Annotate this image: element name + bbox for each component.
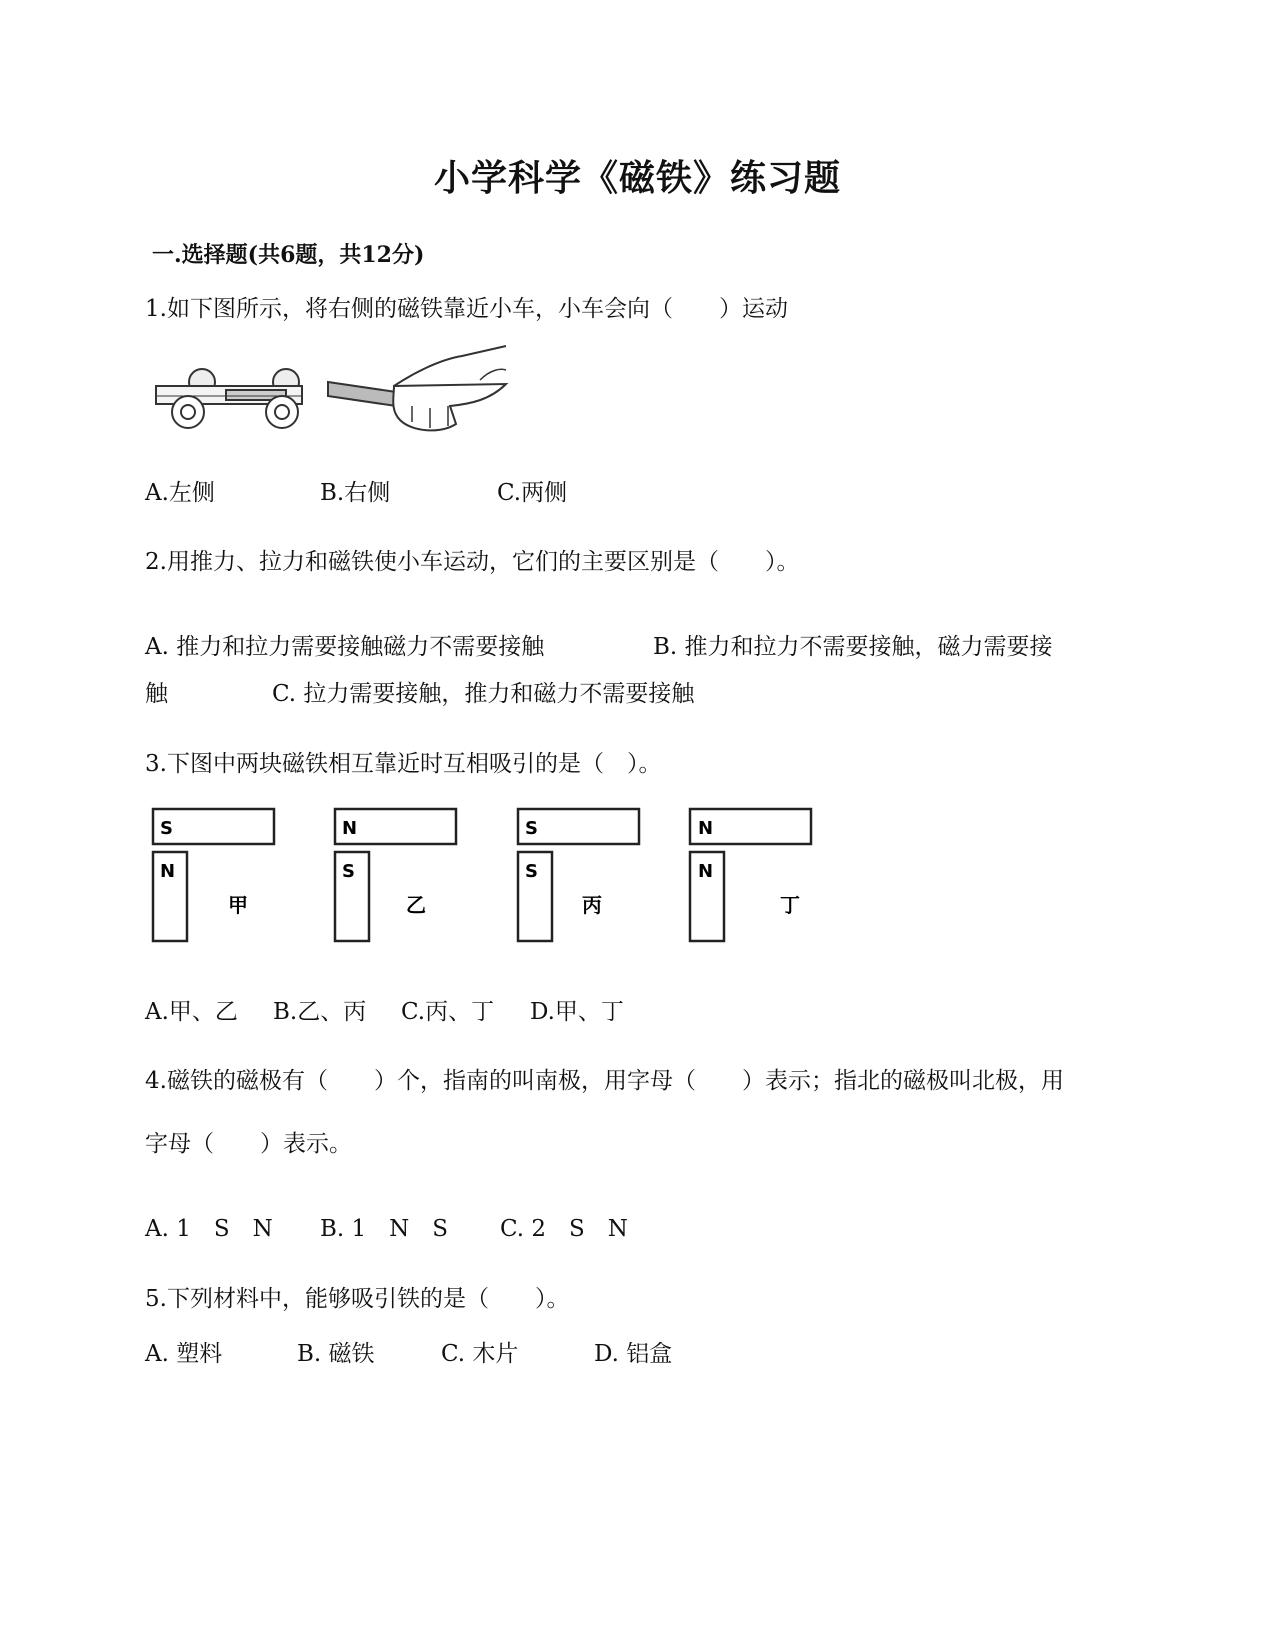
q2-option-b: B. 推力和拉力不需要接触，磁力需要接 [653, 634, 1053, 660]
q2-option-a: A. 推力和拉力需要接触磁力不需要接触 [145, 634, 545, 660]
q3-option-d: D.甲、丁 [530, 999, 624, 1025]
q4-option-b: B. 1 N S [320, 1216, 449, 1242]
q3-option-a: A.甲、乙 [145, 999, 238, 1025]
question-4-text-line2: 字母（ ）表示。 [145, 1131, 352, 1157]
section-heading: 一.选择题(共6题，共12分) [152, 242, 425, 268]
magnet-pairs-figure [150, 806, 820, 948]
question-5-text: 5.下列材料中，能够吸引铁的是（ ）。 [145, 1286, 570, 1312]
magnet-bottom-pole: N [160, 861, 176, 882]
magnet-bottom-pole: S [342, 861, 355, 882]
question-4-text-line1: 4.磁铁的磁极有（ ）个，指南的叫南极，用字母（ ）表示；指北的磁极叫北极，用 [145, 1068, 1064, 1094]
magnet-bottom-pole: N [698, 861, 714, 882]
magnet-top-pole: S [160, 818, 173, 839]
magnet-figure-label: 丙 [582, 893, 602, 917]
magnet-figure-label: 乙 [406, 893, 426, 917]
q5-option-d: D. 铝盒 [594, 1341, 673, 1367]
car-magnet-illustration [150, 340, 515, 440]
page-title: 小学科学《磁铁》练习题 [433, 157, 841, 199]
magnet-top-pole: S [525, 818, 538, 839]
q3-option-b: B.乙、丙 [273, 999, 367, 1025]
q3-option-c: C.丙、丁 [401, 999, 495, 1025]
q5-option-a: A. 塑料 [145, 1341, 223, 1367]
q1-option-c: C.两侧 [497, 480, 568, 506]
q5-option-c: C. 木片 [441, 1341, 519, 1367]
question-3-text: 3.下图中两块磁铁相互靠近时互相吸引的是（ ）。 [145, 751, 662, 777]
magnet-figure-bing [518, 809, 639, 941]
magnet-top-pole: N [698, 818, 714, 839]
q4-option-c: C. 2 S N [500, 1216, 628, 1242]
q1-option-a: A.左侧 [145, 480, 215, 506]
hand-holding-magnet-drawing [328, 346, 506, 430]
magnet-figure-label: 甲 [228, 893, 248, 917]
q4-option-a: A. 1 S N [145, 1216, 273, 1242]
magnet-figure-jia [153, 809, 274, 941]
magnet-figure-label: 丁 [780, 893, 800, 917]
magnet-bottom-pole: S [525, 861, 538, 882]
question-2-text: 2.用推力、拉力和磁铁使小车运动，它们的主要区别是（ ）。 [145, 549, 800, 575]
q5-option-b: B. 磁铁 [297, 1341, 375, 1367]
q1-option-b: B.右侧 [320, 480, 391, 506]
toy-car-drawing [156, 369, 302, 428]
magnet-figure-yi [335, 809, 456, 941]
question-1-text: 1.如下图所示，将右侧的磁铁靠近小车，小车会向（ ）运动 [145, 296, 788, 322]
q2-option-c: C. 拉力需要接触，推力和磁力不需要接触 [272, 681, 695, 707]
magnet-top-pole: N [342, 818, 358, 839]
q2-option-b-continued: 触 [145, 681, 168, 707]
magnet-figure-ding [690, 809, 811, 941]
